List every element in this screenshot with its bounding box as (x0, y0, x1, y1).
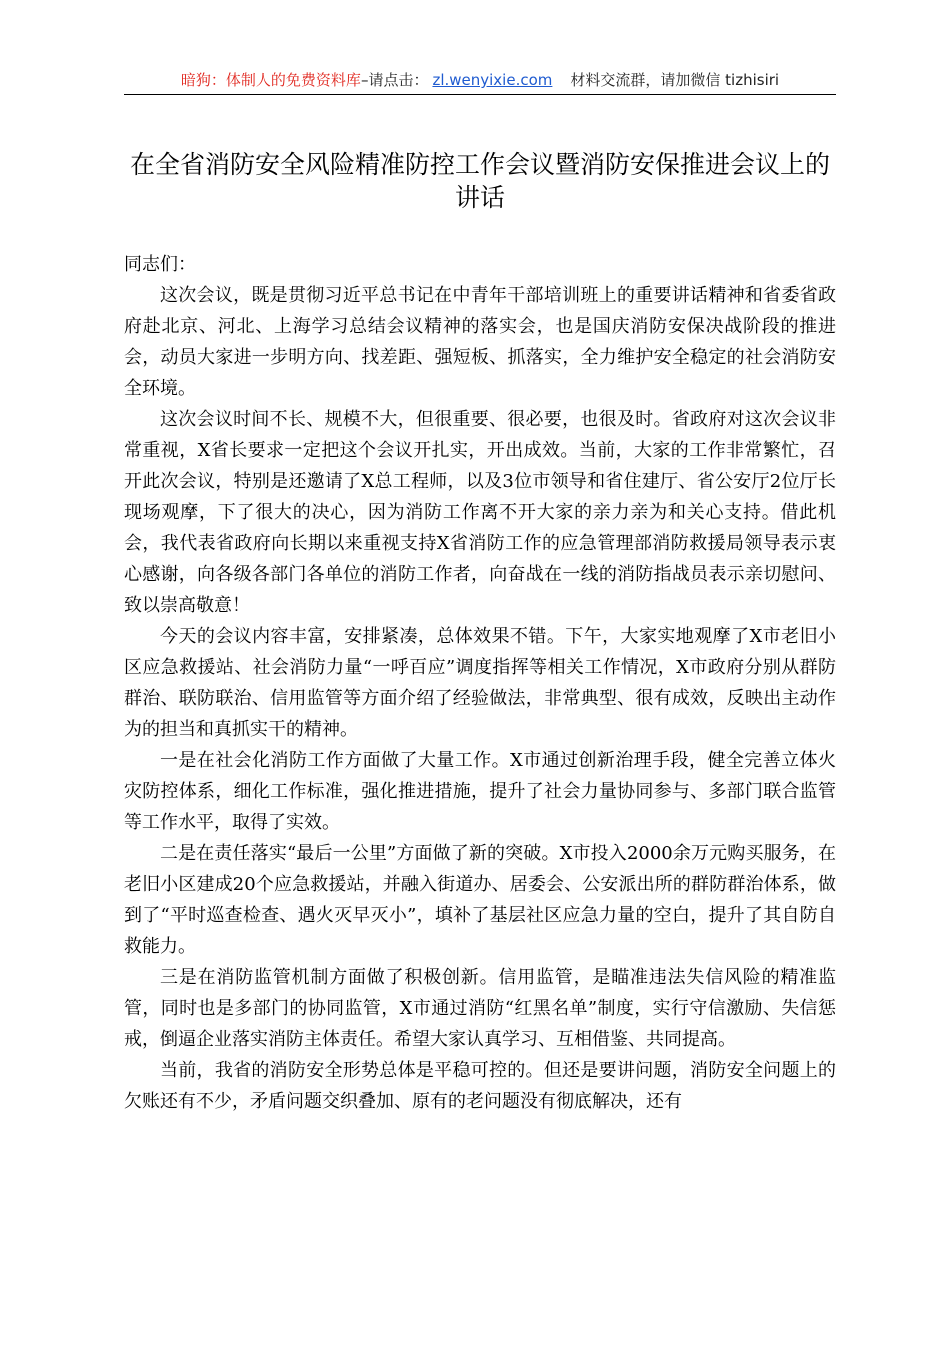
header-link[interactable]: zl.wenyixie.com (432, 71, 553, 89)
salutation: 同志们： (124, 254, 196, 275)
page-header (124, 66, 836, 95)
document-body (124, 280, 836, 1117)
paragraph-7: 当前，我省的消防安全形势总体是平稳可控的。但还是要讲问题，消防安全问题上的欠账还有不少，矛盾问题交织叠加、原有的老问题没有彻底解决，还有 (124, 1060, 836, 1112)
paragraph-4: 一是在社会化消防工作方面做了大量工作。X市通过创新治理手段，健全完善立体火灾防控体系，细化工作标准，强化推进措施，提升了社会力量协同参与、多部门联合监管等工作水平，取得了实效。 (124, 750, 836, 833)
header-prompt: –请点击： (360, 71, 429, 89)
paragraph-5: 二是在责任落实“最后一公里”方面做了新的突破。X市投入2000余万元购买服务，在老旧小区建成20个应急救援站，并融入街道办、居委会、公安派出所的群防群治体系，做到了“平时巡查检查、遇火灭早灭小”，填补了基层社区应急力量的空白，提升了其自防自救能力。 (124, 843, 836, 957)
header-wechat-note: 材料交流群，请加微信 tizhisiri (570, 71, 780, 89)
paragraph-2: 这次会议时间不长、规模不大，但很重要、很必要，也很及时。省政府对这次会议非常重视，X省长要求一定把这个会议开扎实，开出成效。当前，大家的工作非常繁忙，召开此次会议，特别是还邀请了X总工程师，以及3位市领导和省住建厅、省公安厅2位厅长现场观摩，下了很大的决心，因为消防工作离不开大家的亲力亲为和关心支持。借此机会，我代表省政府向长期以来重视支持X省消防工作的应急管理部消防救援局领导表示衷心感谢，向各级各部门各单位的消防工作者，向奋战在一线的消防指战员表示亲切慰问、致以崇高敬意！ (124, 409, 836, 616)
header-brand: 暗狗：体制人的免费资料库 (180, 71, 361, 89)
paragraph-1: 这次会议，既是贯彻习近平总书记在中青年干部培训班上的重要讲话精神和省委省政府赴北京、河北、上海学习总结会议精神的落实会，也是国庆消防安保决战阶段的推进会，动员大家进一步明方向、找差距、强短板、抓落实，全力维护安全稳定的社会消防安全环境。 (124, 285, 836, 399)
paragraph-6: 三是在消防监管机制方面做了积极创新。信用监管，是瞄准违法失信风险的精准监管，同时也是多部门的协同监管，X市通过消防“红黑名单”制度，实行守信激励、失信惩戒，倒逼企业落实消防主体责任。希望大家认真学习、互相借鉴、共同提高。 (124, 967, 836, 1050)
paragraph-3: 今天的会议内容丰富，安排紧凑，总体效果不错。下午，大家实地观摩了X市老旧小区应急救援站、社会消防力量“一呼百应”调度指挥等相关工作情况，X市政府分别从群防群治、联防联治、信用监管等方面介绍了经验做法，非常典型、很有成效，反映出主动作为的担当和真抓实干的精神。 (124, 626, 836, 740)
document-title: 在全省消防安全风险精准防控工作会议暨消防安保推进会议上的讲话 (129, 150, 830, 212)
